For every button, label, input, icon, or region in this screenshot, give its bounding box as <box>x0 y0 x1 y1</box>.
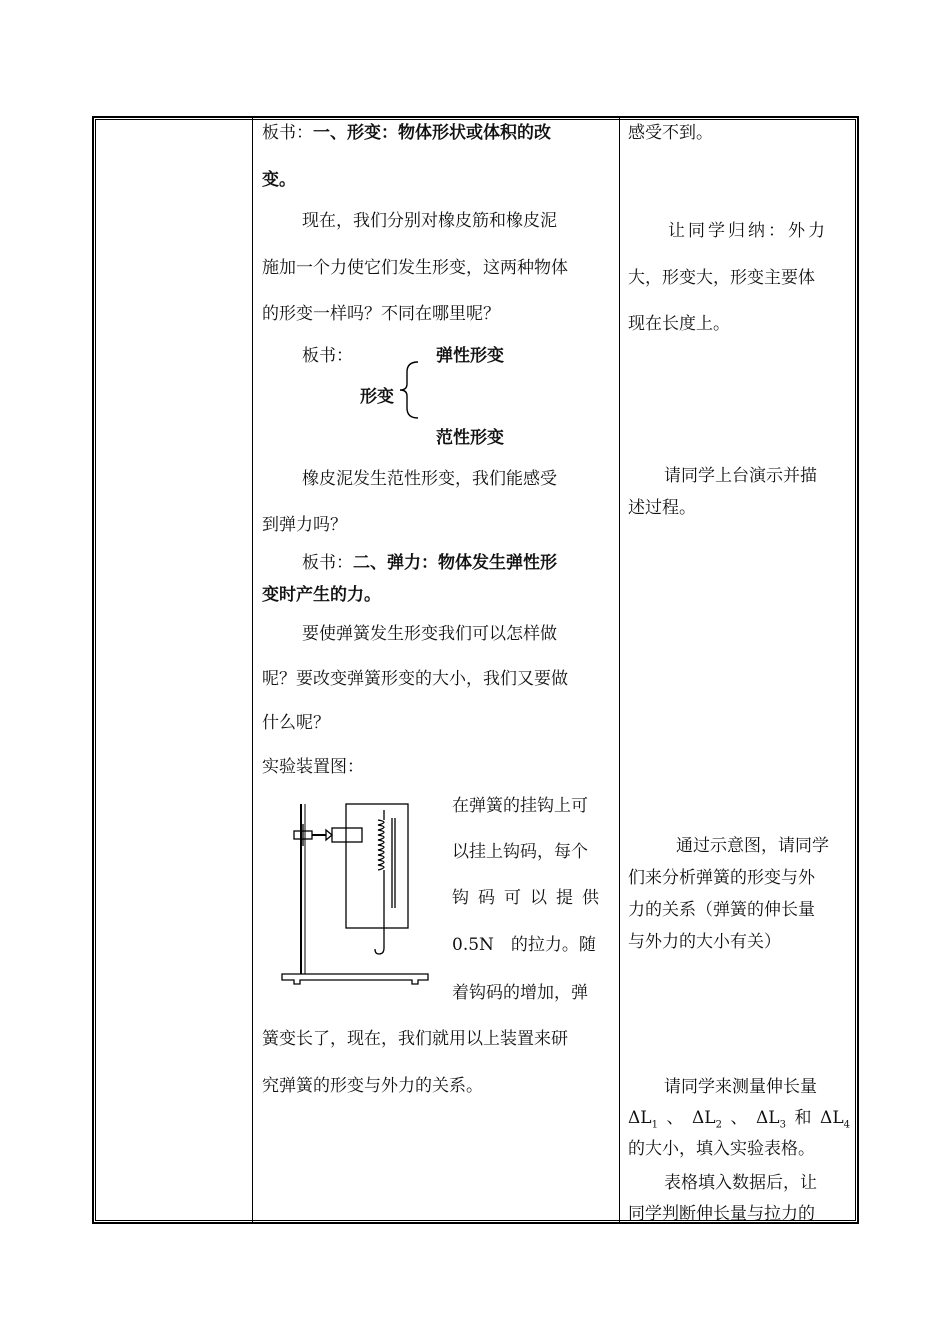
separator: 、 <box>666 1108 684 1128</box>
paragraph-line: 要使弹簧发生形变我们可以怎样做 <box>302 624 557 644</box>
paragraph-line: 呢？要改变弹簧形变的大小，我们又要做 <box>262 669 568 689</box>
paragraph-line: 到弹力吗？ <box>262 515 347 535</box>
activity-text: 请同学来测量伸长量 <box>664 1077 817 1097</box>
conjunction: 和 <box>794 1108 812 1128</box>
activity-text: 与外力的大小有关） <box>628 932 781 952</box>
paragraph-line: 的形变一样吗？不同在哪里呢？ <box>262 304 500 324</box>
delta-l-list <box>628 1108 850 1135</box>
column-divider-right <box>619 118 620 1222</box>
delta-l2: $\Delta L_2$ <box>692 1108 722 1131</box>
plastic-deformation-label: 范性形变 <box>436 428 504 448</box>
wrapped-text-line: 钩码可以提供 <box>452 888 608 908</box>
wrapped-text-line: 着钩码的增加，弹 <box>452 983 588 1003</box>
board-text-bold-cont: 变时产生的力。 <box>262 585 381 605</box>
delta-l4: $\Delta L_4$ <box>820 1108 850 1131</box>
delta-l3: $\Delta L_3$ <box>756 1108 786 1131</box>
activity-text: 通过示意图，请同学 <box>676 836 829 856</box>
separator: 、 <box>730 1108 748 1128</box>
paragraph-line: 簧变长了，现在，我们就用以上装置来研 <box>262 1029 568 1049</box>
activity-text: 现在长度上。 <box>628 314 730 334</box>
delta-l1: $\Delta L_1$ <box>628 1108 658 1131</box>
brace-icon <box>398 360 420 420</box>
board-text-bold-cont: 变。 <box>262 170 296 190</box>
board-text-bold: 一、形变：物体形状或体积的改 <box>313 123 551 143</box>
board-heading-1 <box>262 123 551 143</box>
board-text-bold: 二、弹力：物体发生弹性形 <box>353 553 557 573</box>
paragraph-line: 施加一个力使它们发生形变，这两种物体 <box>262 258 568 278</box>
paragraph-line: 橡皮泥发生范性形变，我们能感受 <box>302 469 557 489</box>
activity-text: 述过程。 <box>628 498 696 518</box>
spring-apparatus-illustration <box>278 798 438 998</box>
paragraph-line: 什么呢？ <box>262 713 330 733</box>
activity-text: 表格填入数据后，让 <box>664 1173 817 1193</box>
paragraph-line: 现在，我们分别对橡皮筋和橡皮泥 <box>302 211 557 231</box>
activity-text: 同学判断伸长量与拉力的 <box>628 1204 815 1224</box>
wrapped-text-line: 0.5N 的拉力。随 <box>452 935 596 955</box>
activity-text: 请同学上台演示并描 <box>664 466 817 486</box>
board-heading-2 <box>302 553 557 573</box>
paragraph-line: 究弹簧的形变与外力的关系。 <box>262 1076 483 1096</box>
activity-text: 大，形变大，形变主要体 <box>628 268 815 288</box>
board-label: 板书： <box>262 123 313 143</box>
text: 在弹簧的挂钩上可 <box>452 796 588 816</box>
figure-caption: 实验装置图： <box>262 757 364 777</box>
wrapped-text-line: 以挂上钩码，每个 <box>452 842 588 862</box>
activity-text: 的大小，填入实验表格。 <box>628 1139 815 1159</box>
board-label: 板书： <box>302 346 353 366</box>
activity-text: 们来分析弹簧的形变与外 <box>628 868 815 888</box>
board-label: 板书： <box>302 553 353 573</box>
wrapped-text-line <box>452 796 604 816</box>
column-divider-left <box>252 118 253 1222</box>
activity-text: 感受不到。 <box>628 123 713 143</box>
deformation-label: 形变 <box>360 387 394 407</box>
activity-text: 力的关系（弹簧的伸长量 <box>628 900 815 920</box>
elastic-deformation-label: 弹性形变 <box>436 346 504 366</box>
activity-text: 让同学归纳：外力 <box>668 221 828 241</box>
